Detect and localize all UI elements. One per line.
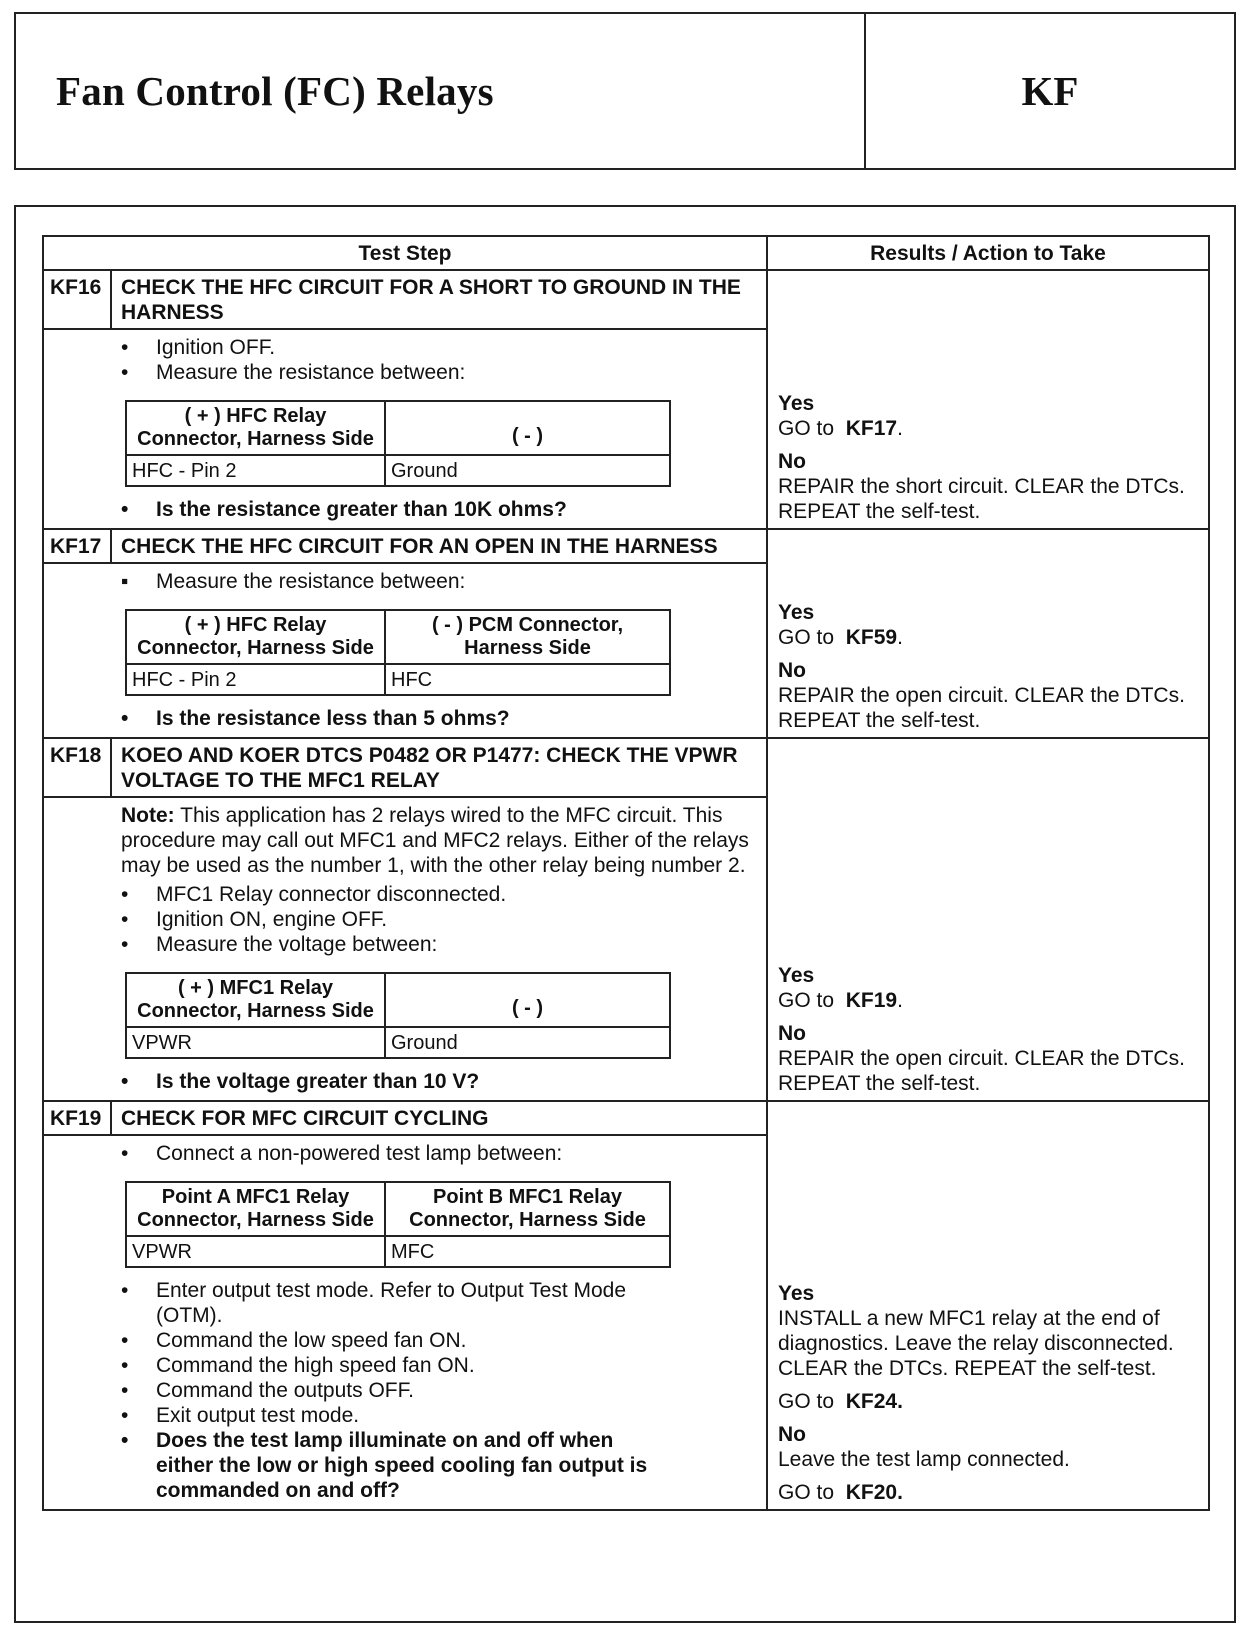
- result-yes-label: Yes: [778, 964, 815, 987]
- measurement-header: Point A MFC1 Relay Connector, Harness Side: [126, 1182, 385, 1236]
- result-yes-text: INSTALL a new MFC1 relay at the end of diagnostics. Leave the relay disconnected. CLEAR the DTCs. REPEAT the self-test.: [778, 1307, 1174, 1380]
- result-yes-label: Yes: [778, 1282, 815, 1305]
- step-link[interactable]: KF17: [845, 417, 898, 440]
- measurement-value: VPWR: [126, 1236, 385, 1267]
- bullet-item: • Measure the voltage between:: [121, 932, 756, 957]
- step-result: [767, 270, 1209, 529]
- measurement-table: [125, 1181, 671, 1268]
- step-title-row: [43, 270, 1209, 329]
- page-header: [14, 12, 1236, 170]
- step-result: [767, 738, 1209, 1101]
- section-code: KF: [1021, 68, 1079, 114]
- step-title: KOEO AND KOER DTCS P0482 OR P1477: CHECK THE VPWR VOLTAGE TO THE MFC1 RELAY: [111, 738, 767, 797]
- result-no-label: No: [778, 659, 806, 682]
- step-title-row: [43, 529, 1209, 563]
- bullet-item: • MFC1 Relay connector disconnected.: [121, 882, 756, 907]
- step-body: [43, 563, 767, 738]
- result-no-text: REPAIR the open circuit. CLEAR the DTCs. REPEAT the self-test.: [778, 1047, 1185, 1095]
- step-title: CHECK THE HFC CIRCUIT FOR A SHORT TO GROUND IN THE HARNESS: [111, 270, 767, 329]
- test-step-table: [42, 235, 1210, 1511]
- result-no-text: Leave the test lamp connected.: [778, 1448, 1070, 1471]
- result-yes-label: Yes: [778, 601, 815, 624]
- step-id: KF17: [43, 529, 111, 563]
- result-no-goto: GO to KF20.: [778, 1481, 903, 1504]
- question-item: • Is the voltage greater than 10 V?: [121, 1069, 756, 1094]
- measurement-value: VPWR: [126, 1027, 385, 1058]
- step-title-row: [43, 1101, 1209, 1135]
- step-link[interactable]: KF59: [845, 626, 898, 649]
- step-link[interactable]: KF24: [845, 1390, 898, 1413]
- bullet-item: • Measure the resistance between:: [121, 360, 756, 385]
- measurement-value: Ground: [385, 455, 670, 486]
- measurement-value: HFC: [385, 664, 670, 695]
- bullet-item: • Command the outputs OFF.: [121, 1378, 666, 1403]
- test-step-header: Test Step: [43, 236, 767, 270]
- measurement-value: Ground: [385, 1027, 670, 1058]
- measurement-header: ( - ): [385, 401, 670, 455]
- step-link[interactable]: KF20: [845, 1481, 898, 1504]
- bullet-item: • Ignition OFF.: [121, 335, 756, 360]
- measurement-value: HFC - Pin 2: [126, 455, 385, 486]
- step-id: KF18: [43, 738, 111, 797]
- result-yes-goto: GO to KF17.: [778, 417, 903, 440]
- step-id: KF19: [43, 1101, 111, 1135]
- result-yes-goto: GO to KF24.: [778, 1390, 903, 1413]
- page-title: Fan Control (FC) Relays: [56, 68, 494, 114]
- result-no-text: REPAIR the short circuit. CLEAR the DTCs. REPEAT the self-test.: [778, 475, 1185, 523]
- note-paragraph: Note: This application has 2 relays wired to the MFC circuit. This procedure may call out MFC1 and MFC2 relays. Either of the relays may be used as the number 1, with the other relay being number 2.: [121, 804, 749, 877]
- step-body: [43, 797, 767, 1101]
- measurement-header: ( + ) MFC1 Relay Connector, Harness Side: [126, 973, 385, 1027]
- step-id: KF16: [43, 270, 111, 329]
- bullet-item: ▪ Measure the resistance between:: [121, 569, 756, 594]
- measurement-value: MFC: [385, 1236, 670, 1267]
- bullet-item: • Ignition ON, engine OFF.: [121, 907, 756, 932]
- table-header-row: [43, 236, 1209, 270]
- measurement-table: [125, 609, 671, 696]
- result-yes-label: Yes: [778, 392, 815, 415]
- step-body: [43, 1135, 767, 1510]
- bullet-item: • Command the high speed fan ON.: [121, 1353, 666, 1378]
- result-no-label: No: [778, 1423, 806, 1446]
- measurement-header: ( + ) HFC Relay Connector, Harness Side: [126, 401, 385, 455]
- step-result: [767, 529, 1209, 738]
- bullet-item: • Connect a non-powered test lamp between:: [121, 1141, 756, 1166]
- step-title: CHECK FOR MFC CIRCUIT CYCLING: [111, 1101, 767, 1135]
- question-item: • Is the resistance greater than 10K ohms?: [121, 497, 756, 522]
- measurement-header: ( + ) HFC Relay Connector, Harness Side: [126, 610, 385, 664]
- result-no-label: No: [778, 1022, 806, 1045]
- measurement-header: ( - ) PCM Connector, Harness Side: [385, 610, 670, 664]
- measurement-table: [125, 400, 671, 487]
- step-title: CHECK THE HFC CIRCUIT FOR AN OPEN IN THE HARNESS: [111, 529, 767, 563]
- results-header: Results / Action to Take: [767, 236, 1209, 270]
- result-no-text: REPAIR the open circuit. CLEAR the DTCs. REPEAT the self-test.: [778, 684, 1185, 732]
- bullet-item: • Enter output test mode. Refer to Output Test Mode (OTM).: [121, 1278, 666, 1328]
- step-result: [767, 1101, 1209, 1510]
- result-yes-goto: GO to KF59.: [778, 626, 903, 649]
- question-item: • Is the resistance less than 5 ohms?: [121, 706, 756, 731]
- measurement-header: ( - ): [385, 973, 670, 1027]
- result-no-label: No: [778, 450, 806, 473]
- bullet-item: • Exit output test mode.: [121, 1403, 666, 1428]
- measurement-header: Point B MFC1 Relay Connector, Harness Side: [385, 1182, 670, 1236]
- measurement-value: HFC - Pin 2: [126, 664, 385, 695]
- bullet-item: • Command the low speed fan ON.: [121, 1328, 666, 1353]
- step-title-row: [43, 738, 1209, 797]
- question-item: • Does the test lamp illuminate on and off when either the low or high speed cooling fan output is commanded on and off?: [121, 1428, 666, 1503]
- step-link[interactable]: KF19: [845, 989, 898, 1012]
- step-body: [43, 329, 767, 529]
- measurement-table: [125, 972, 671, 1059]
- result-yes-goto: GO to KF19.: [778, 989, 903, 1012]
